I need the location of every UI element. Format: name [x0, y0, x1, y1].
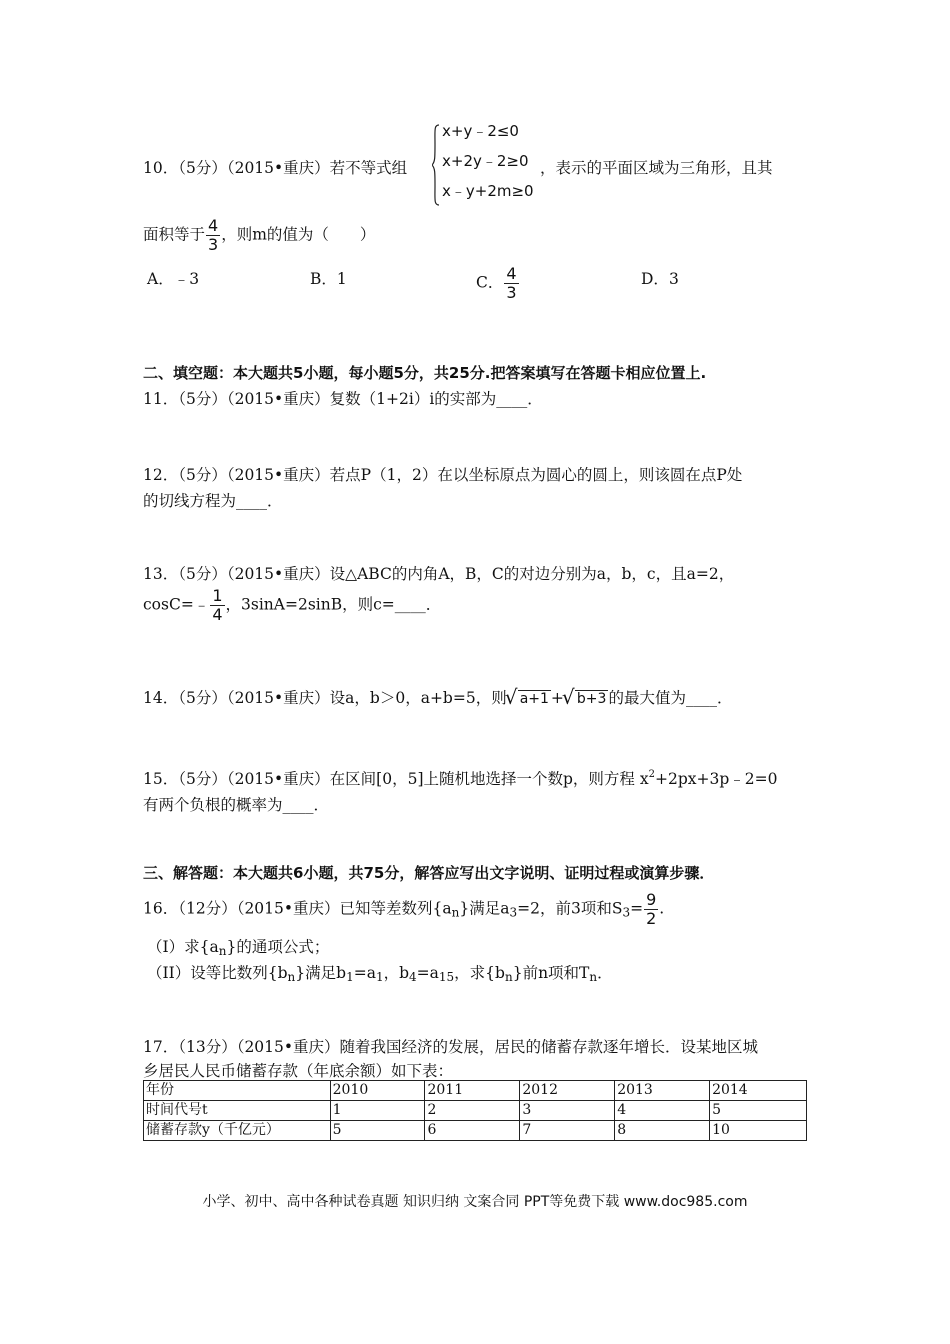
sub-4: 4 — [409, 970, 417, 984]
q12-line2: 的切线方程为____． — [143, 492, 283, 510]
option-d-label: D． — [641, 270, 669, 288]
q17-line2: 乡居民人民币储蓄存款（年底余额）如下表： — [143, 1062, 454, 1080]
sub-1: 1 — [346, 970, 354, 984]
option-c-fraction — [504, 266, 518, 301]
table-cell: 年份 — [144, 1081, 331, 1101]
sub-3: 3 — [509, 905, 518, 920]
sub-n: n — [287, 970, 296, 984]
table-cell: 2010 — [330, 1081, 425, 1101]
table-cell: 4 — [615, 1101, 710, 1121]
option-a-label: A． — [147, 270, 174, 288]
fraction-denominator: 2 — [646, 909, 657, 928]
q10-stem-line1 — [143, 156, 407, 178]
q16-stem — [143, 892, 664, 927]
q13-line2-post: ，3sinA=2sinB，则c=____． — [225, 595, 442, 614]
table-cell: 2011 — [425, 1081, 520, 1101]
part2-b: }满足b — [295, 964, 347, 982]
fraction-denominator: 3 — [208, 235, 219, 254]
table-cell: 5 — [710, 1101, 807, 1121]
q10-stem-tail: ，表示的平面区域为三角形，且其 — [540, 159, 773, 177]
q13-line2-pre: cosC=﹣ — [143, 595, 210, 614]
sqrt-a-plus-1 — [509, 689, 551, 707]
inequality-2: x+2y﹣2≥0 — [442, 152, 529, 170]
inequality-3: x﹣y+2m≥0 — [442, 182, 534, 200]
table-cell: 2 — [425, 1101, 520, 1121]
option-d-value: 3 — [668, 270, 679, 288]
fraction-denominator: 4 — [212, 605, 223, 624]
option-c-label: C． — [476, 273, 504, 292]
q16-part2 — [147, 961, 613, 984]
part2-h: ． — [597, 964, 613, 982]
fraction-denominator: 3 — [506, 283, 517, 302]
fraction-numerator: 4 — [506, 264, 517, 283]
q10-inequality-system — [442, 116, 534, 206]
q13-line2 — [143, 588, 441, 623]
inequality-1: x+y﹣2≤0 — [442, 122, 519, 140]
q16-mid3: = — [630, 899, 644, 918]
q12 — [143, 462, 742, 514]
part1-pre: （I）求{a — [147, 938, 219, 956]
q11: 11．（5分）（2015•重庆）复数（1+2i）i的实部为____． — [143, 390, 543, 408]
q10-option-d — [641, 268, 679, 290]
table-cell: 储蓄存款y（千亿元） — [144, 1121, 331, 1141]
q16-part1 — [147, 935, 329, 958]
radicand-1: a+1 — [519, 691, 549, 707]
option-b-label: B． — [310, 270, 337, 288]
table-cell: 6 — [425, 1121, 520, 1141]
part2-c: =a — [353, 964, 376, 982]
q16-end: . — [659, 899, 665, 918]
q10-line2-pre: 面积等于 — [143, 225, 206, 244]
q10-option-c — [476, 266, 520, 301]
q15-superscript: 2 — [648, 769, 655, 780]
part2-a: （II）设等比数列{b — [147, 964, 288, 982]
sqrt-b-plus-3 — [566, 689, 609, 707]
table-row — [144, 1101, 807, 1121]
part1-post: }的通项公式； — [226, 938, 330, 956]
q14-plus: + — [550, 689, 564, 707]
section-2-heading: 二、填空题：本大题共5小题，每小题5分，共25分.把答案填写在答题卡相应位置上. — [143, 364, 707, 382]
part2-d: ，b — [383, 964, 410, 982]
q14 — [143, 686, 732, 708]
savings-table — [143, 1080, 807, 1141]
radicand-2: b+3 — [576, 691, 607, 707]
q13-line1: 13．（5分）（2015•重庆）设△ABC的内角A，B，C的对边分别为a，b，c，且a=2， — [143, 565, 735, 583]
fraction-9-2 — [644, 892, 658, 927]
part2-f: ，求{b — [454, 964, 505, 982]
fraction-numerator: 1 — [212, 586, 223, 605]
sub-n: n — [589, 970, 598, 984]
table-cell: 1 — [330, 1101, 425, 1121]
fraction-4-3 — [206, 218, 220, 253]
q15-line2: 有两个负根的概率为____． — [143, 796, 330, 814]
part2-e: =a — [416, 964, 439, 982]
q14-pre: 14．（5分）（2015•重庆）设a，b＞0，a+b=5，则 — [143, 689, 507, 707]
q12-line1: 12．（5分）（2015•重庆）若点P（1，2）在以坐标原点为圆心的圆上，则该圆在点P处 — [143, 466, 743, 484]
q17 — [143, 1035, 758, 1083]
q14-post: 的最大值为____． — [608, 689, 733, 707]
fraction-1-4 — [210, 588, 224, 623]
q10-lead: 10．（5分）（2015•重庆）若不等式组 — [143, 159, 408, 177]
q16-pre: 16．（12分）（2015•重庆）已知等差数列{a — [143, 899, 452, 918]
sub-n: n — [451, 905, 460, 920]
sub-1: 1 — [375, 970, 384, 984]
sub-15: 15 — [438, 970, 455, 984]
option-b-value: 1 — [336, 270, 347, 288]
fraction-numerator: 4 — [208, 216, 219, 235]
table-cell: 2012 — [520, 1081, 615, 1101]
table-cell: 10 — [710, 1121, 807, 1141]
q10-line2-post: ，则m的值为（ ） — [221, 225, 376, 244]
table-cell: 3 — [520, 1101, 615, 1121]
q15-line1-pre: 15．（5分）（2015•重庆）在区间[0，5]上随机地选择一个数p，则方程 x — [143, 770, 649, 788]
part1-sub: n — [218, 944, 227, 958]
q10-option-a — [147, 268, 199, 290]
part2-g: }前n项和T — [512, 964, 590, 982]
table-cell: 时间代号t — [144, 1101, 331, 1121]
sub-n: n — [504, 970, 513, 984]
q17-line1: 17．（13分）（2015•重庆）随着我国经济的发展，居民的储蓄存款逐年增长．设某地区城 — [143, 1038, 759, 1056]
table-cell: 2013 — [615, 1081, 710, 1101]
table-cell: 7 — [520, 1121, 615, 1141]
q15-line1-post: +2px+3p﹣2=0 — [654, 770, 778, 788]
q16-mid1: }满足a — [459, 899, 510, 918]
q10-stem-line2 — [143, 218, 375, 253]
section-3-heading: 三、解答题：本大题共6小题，共75分，解答应写出文字说明、证明过程或演算步骤． — [143, 864, 715, 882]
q15-line1 — [143, 762, 777, 792]
q16-mid2: =2，前3项和S — [517, 899, 623, 918]
table-cell: 2014 — [710, 1081, 807, 1101]
sub-s3: 3 — [622, 905, 631, 920]
table-cell: 5 — [330, 1121, 425, 1141]
table-row — [144, 1081, 807, 1101]
table-cell: 8 — [615, 1121, 710, 1141]
option-a-value: ﹣3 — [173, 270, 200, 288]
table-row — [144, 1121, 807, 1141]
q15 — [143, 762, 777, 818]
q10-option-b — [310, 268, 347, 290]
page-footer: 小学、初中、高中各种试卷真题 知识归纳 文案合同 PPT等免费下载 www.doc985.com — [202, 1194, 748, 1210]
left-brace-icon — [432, 124, 440, 206]
fraction-numerator: 9 — [646, 890, 657, 909]
